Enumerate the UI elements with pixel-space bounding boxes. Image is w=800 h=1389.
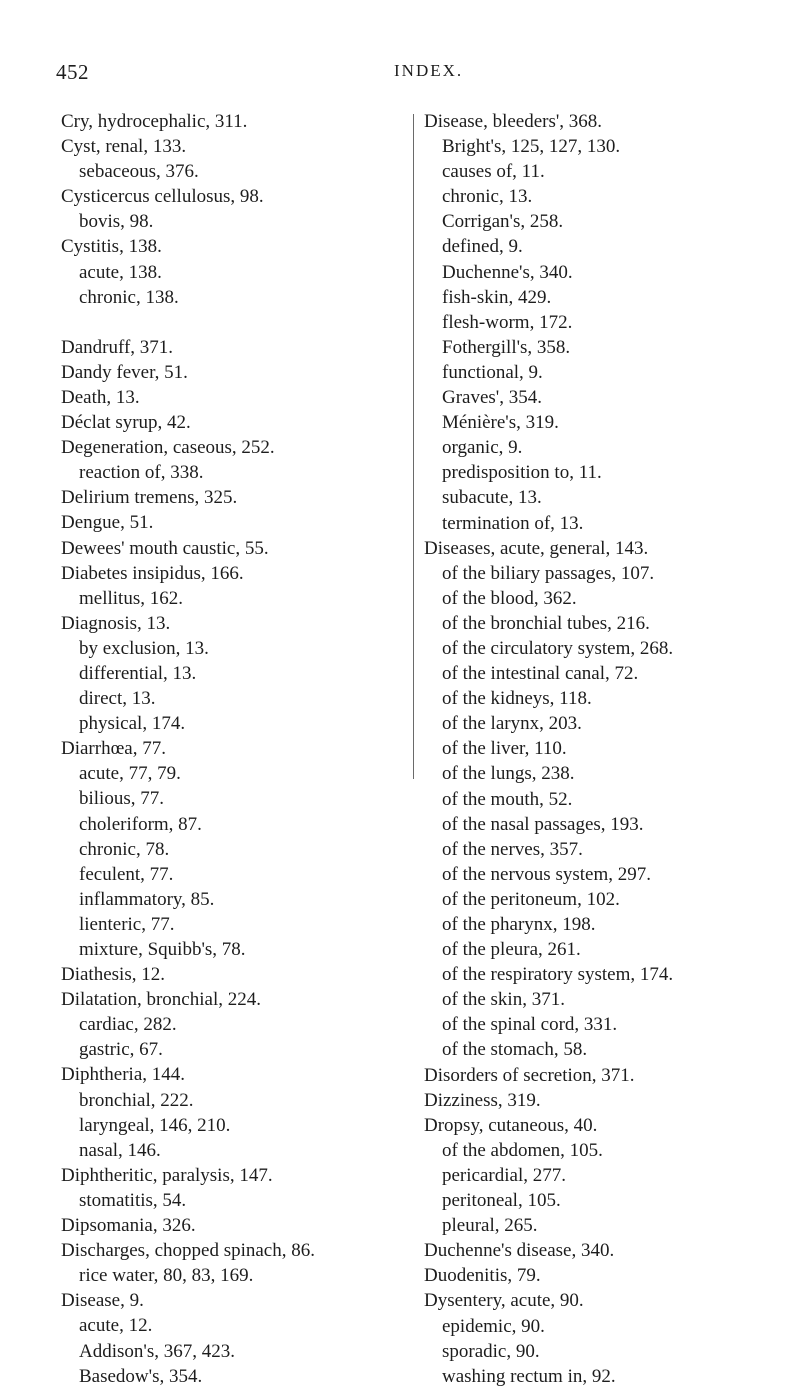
index-entry: Diphtheria, 144. <box>61 1064 186 1086</box>
index-column-right <box>424 109 673 1389</box>
index-subentry: mellitus, 162. <box>79 587 183 609</box>
index-subentry: of the peritoneum, 102. <box>442 888 620 910</box>
index-subentry: differential, 13. <box>79 662 197 684</box>
index-subentry: bilious, 77. <box>79 788 164 810</box>
index-subentry: Fothergill's, 358. <box>442 336 571 358</box>
index-entry: Dewees' mouth caustic, 55. <box>61 537 269 559</box>
index-subentry: peritoneal, 105. <box>442 1190 561 1212</box>
index-subentry: subacute, 13. <box>442 487 542 509</box>
index-subentry: of the skin, 371. <box>442 989 565 1011</box>
index-subentry: Ménière's, 319. <box>442 412 559 434</box>
index-entry: Disease, 9. <box>61 1290 144 1312</box>
index-subentry: of the bronchial tubes, 216. <box>442 612 650 634</box>
index-entry: Delirium tremens, 325. <box>61 487 238 509</box>
index-subentry: of the intestinal canal, 72. <box>442 663 639 685</box>
index-entry: Diseases, acute, general, 143. <box>424 537 649 559</box>
index-subentry: causes of, 11. <box>442 161 545 183</box>
index-entry: Disease, bleeders', 368. <box>424 111 603 132</box>
index-subentry: chronic, 13. <box>442 186 533 208</box>
column-divider <box>413 114 414 779</box>
index-subentry: pericardial, 277. <box>442 1164 566 1186</box>
index-subentry: Addison's, 367, 423. <box>79 1340 235 1362</box>
index-subentry: rice water, 80, 83, 169. <box>79 1265 254 1287</box>
index-subentry: of the liver, 110. <box>442 738 567 760</box>
index-entry: Diathesis, 12. <box>61 964 165 986</box>
index-subentry: laryngeal, 146, 210. <box>79 1114 231 1136</box>
index-subentry: of the larynx, 203. <box>442 713 582 735</box>
index-subentry: of the blood, 362. <box>442 587 577 609</box>
index-subentry: reaction of, 338. <box>79 462 204 484</box>
index-subentry: Bright's, 125, 127, 130. <box>442 136 621 158</box>
index-subentry: Graves', 354. <box>442 387 542 409</box>
index-subentry: of the circulatory system, 268. <box>442 637 674 659</box>
running-title: INDEX. <box>394 61 464 80</box>
index-subentry: of the kidneys, 118. <box>442 688 592 710</box>
index-entry: Duchenne's disease, 340. <box>424 1240 615 1262</box>
index-subentry: termination of, 13. <box>442 512 584 534</box>
index-subentry: by exclusion, 13. <box>79 637 209 659</box>
index-subentry: stomatitis, 54. <box>79 1189 187 1211</box>
index-subentry: flesh-worm, 172. <box>442 311 573 333</box>
index-entry: Cysticercus cellulosus, 98. <box>61 186 264 208</box>
index-subentry: of the lungs, 238. <box>442 763 575 785</box>
index-subentry: of the pharynx, 198. <box>442 914 596 935</box>
index-subentry: acute, 12. <box>79 1315 153 1337</box>
index-subentry: Basedow's, 354. <box>79 1365 203 1387</box>
index-subentry: epidemic, 90. <box>442 1315 545 1337</box>
index-subentry: bovis, 98. <box>79 211 154 233</box>
index-entry: Dandy fever, 51. <box>61 361 188 383</box>
index-entry: Déclat syrup, 42. <box>61 412 191 434</box>
index-subentry: fish-skin, 429. <box>442 286 552 308</box>
index-column-left <box>61 109 315 1389</box>
index-subentry: Corrigan's, 258. <box>442 211 564 233</box>
index-subentry: chronic, 78. <box>79 838 170 860</box>
index-subentry: organic, 9. <box>442 437 523 459</box>
page-number: 452 <box>56 60 89 84</box>
index-entry: Dropsy, cutaneous, 40. <box>424 1114 598 1136</box>
section-gap <box>61 310 315 335</box>
index-subentry: chronic, 138. <box>79 286 179 308</box>
index-subentry: of the spinal cord, 331. <box>442 1014 618 1036</box>
index-entry: Dandruff, 371. <box>61 336 174 358</box>
index-subentry: predisposition to, 11. <box>442 462 602 484</box>
index-entry: Diabetes insipidus, 166. <box>61 562 244 584</box>
index-subentry: cardiac, 282. <box>79 1014 177 1036</box>
index-subentry: Duchenne's, 340. <box>442 261 573 283</box>
index-subentry: of the pleura, 261. <box>442 939 581 961</box>
index-subentry: inflammatory, 85. <box>79 888 215 910</box>
index-subentry: feculent, 77. <box>79 863 174 885</box>
index-entry: Dysentery, acute, 90. <box>424 1290 584 1312</box>
index-subentry: of the biliary passages, 107. <box>442 562 655 584</box>
index-subentry: acute, 138. <box>79 261 162 283</box>
index-entry: Cystitis, 138. <box>61 236 162 258</box>
index-entry: Dipsomania, 326. <box>61 1215 196 1237</box>
index-subentry: sporadic, 90. <box>442 1340 540 1362</box>
index-subentry: pleural, 265. <box>442 1215 538 1237</box>
index-subentry: of the respiratory system, 174. <box>442 964 674 986</box>
index-subentry: functional, 9. <box>442 361 543 383</box>
index-subentry: sebaceous, 376. <box>79 161 199 183</box>
index-subentry: of the nerves, 357. <box>442 838 583 860</box>
index-subentry: physical, 174. <box>79 713 186 735</box>
index-subentry: bronchial, 222. <box>79 1089 194 1111</box>
index-subentry: acute, 77, 79. <box>79 763 181 785</box>
index-entry: Diphtheritic, paralysis, 147. <box>61 1164 273 1186</box>
index-subentry: of the nervous system, 297. <box>442 863 651 885</box>
index-entry: Disorders of secretion, 371. <box>424 1064 635 1086</box>
index-subentry: direct, 13. <box>79 688 156 710</box>
index-subentry: of the nasal passages, 193. <box>442 813 644 835</box>
index-entry: Death, 13. <box>61 386 140 408</box>
index-entry: Diagnosis, 13. <box>61 612 171 634</box>
index-subentry: washing rectum in, 92. <box>442 1365 616 1387</box>
index-subentry: of the abdomen, 105. <box>442 1139 603 1161</box>
index-subentry: nasal, 146. <box>79 1139 161 1161</box>
index-entry: Cyst, renal, 133. <box>61 136 187 158</box>
index-subentry: of the mouth, 52. <box>442 788 573 810</box>
index-subentry: gastric, 67. <box>79 1039 163 1061</box>
index-subentry: choleriform, 87. <box>79 813 202 835</box>
index-subentry: mixture, Squibb's, 78. <box>79 939 246 960</box>
index-subentry: defined, 9. <box>442 236 523 258</box>
index-subentry: lienteric, 77. <box>79 913 175 935</box>
index-entry: Discharges, chopped spinach, 86. <box>61 1240 315 1262</box>
index-entry: Dizziness, 319. <box>424 1089 541 1111</box>
index-entry: Duodenitis, 79. <box>424 1265 541 1287</box>
index-entry: Dilatation, bronchial, 224. <box>61 989 261 1011</box>
index-entry: Cry, hydrocephalic, 311. <box>61 111 248 132</box>
index-entry: Dengue, 51. <box>61 512 154 534</box>
page-header <box>56 60 776 90</box>
index-subentry: of the stomach, 58. <box>442 1039 588 1061</box>
index-entry: Degeneration, caseous, 252. <box>61 437 275 459</box>
index-entry: Diarrhœa, 77. <box>61 738 166 760</box>
